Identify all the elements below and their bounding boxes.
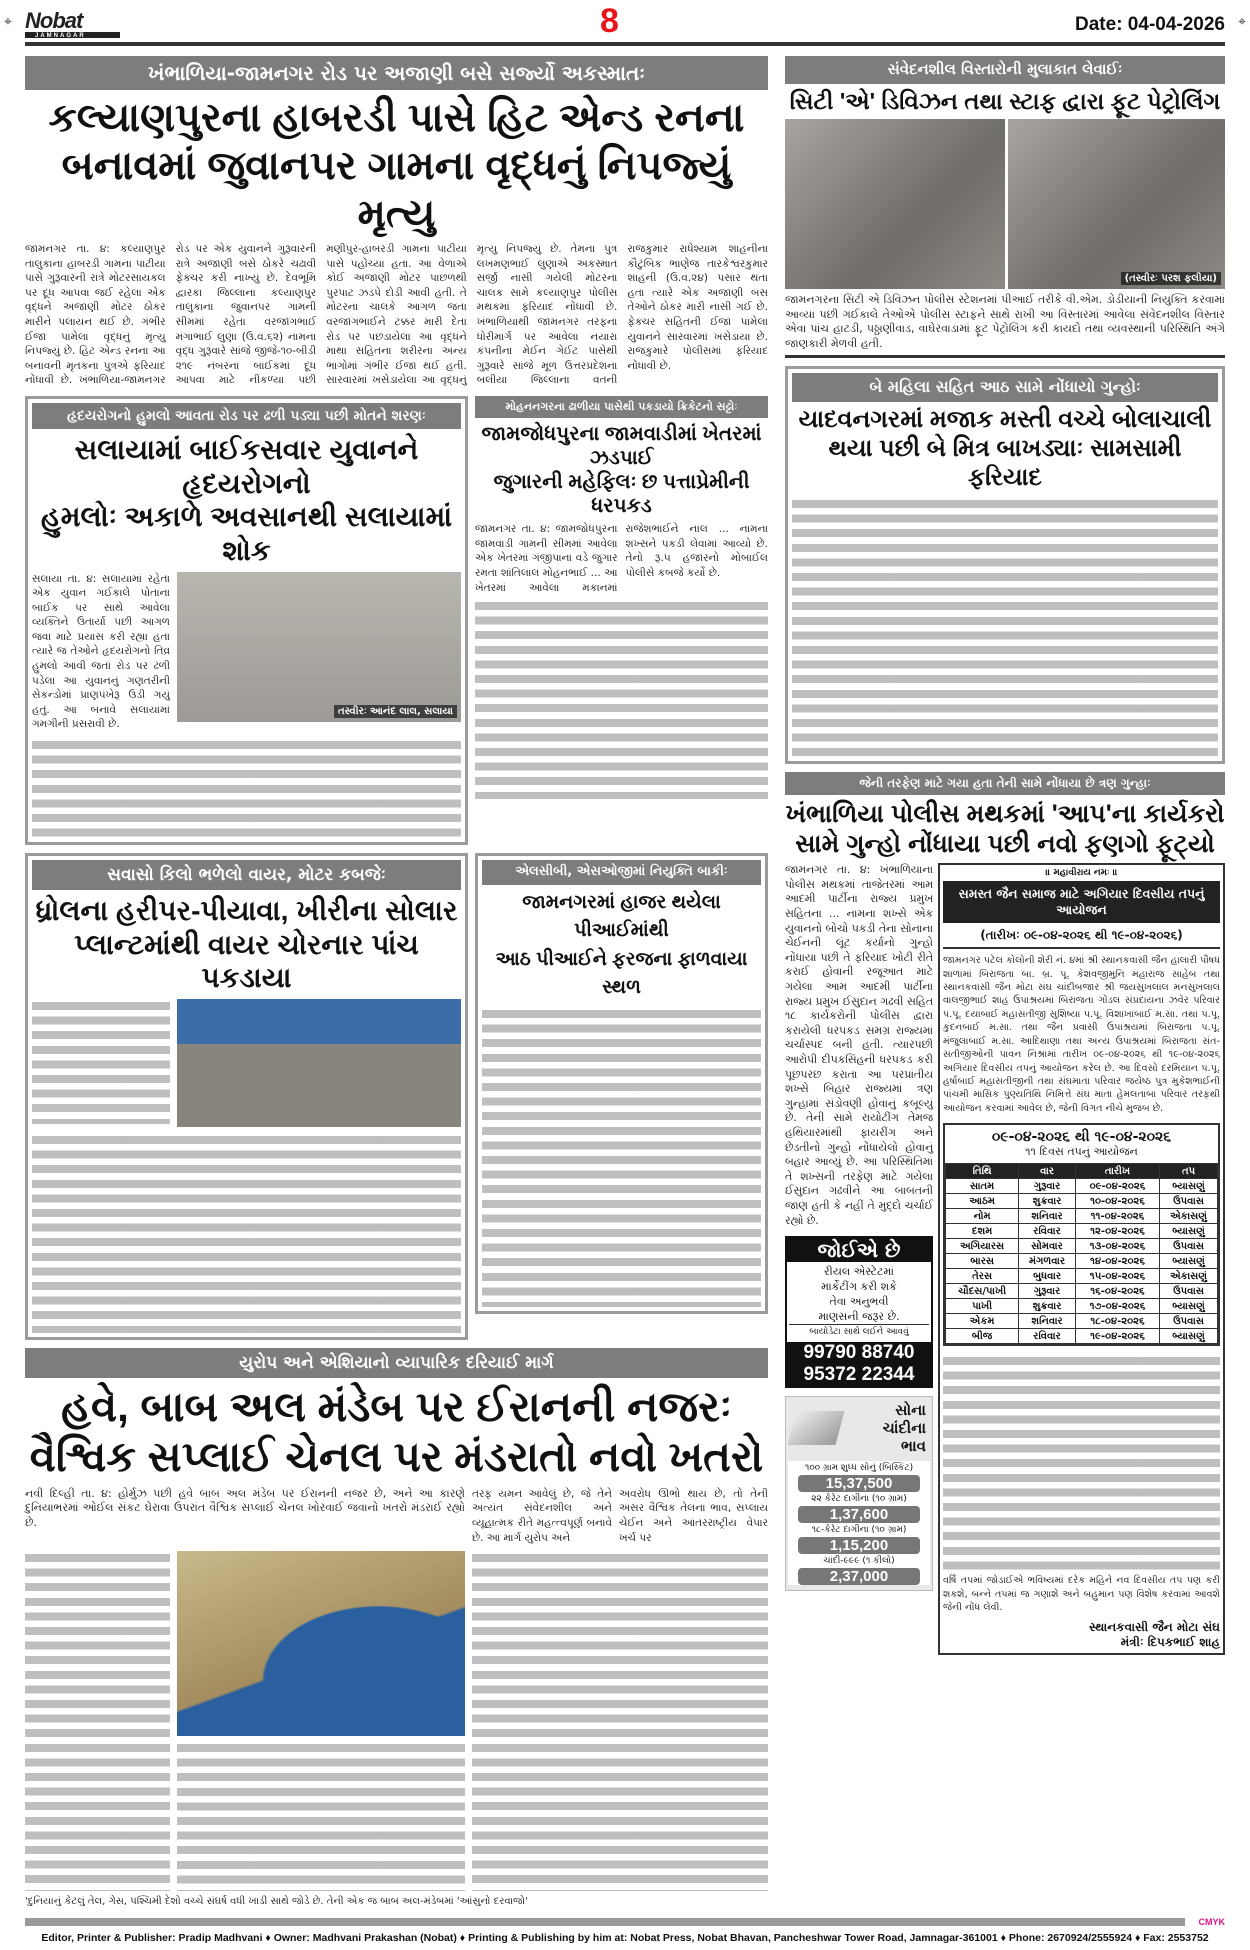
wire-body <box>32 999 170 1124</box>
iran-body-col3: અવરોધ ઊભો થાય છે, તો તેની અસર વૈશ્વિક તેલના ભાવ, સપ્લાય ચેઈન અને આંતરરાષ્ટ્રીય વેપાર ખર્ચ પર <box>619 1487 768 1544</box>
gambling-body: જામનગર તા. ૪: જામજોધપુરના જામવાડી ગામની સીમમાં આવેલા એક ખેતરમાં ગંજીપાના વડે જુગાર રમતા શાંતિલાલ મોહનભાઈ ... આ ખેતરમાં આવેલા મકાનમાં રાજેશભાઈને નાલ ... નામના શખ્સને પકડી લેવામાં આવ્યો છે. તેનો રૂ.૫ હજારનો મોબાઈલ પોલીસે કબજે કર્યો છે. <box>475 523 768 594</box>
table-row <box>946 1314 1218 1329</box>
table-cell: ૧૩-૦૪-૨૦૨૬ <box>1075 1239 1159 1254</box>
gold-rate-label: ૨૨ કેરેટ દાગીના (૧૦ ગ્રામ) <box>811 1494 907 1505</box>
iran-story <box>25 1348 768 1910</box>
patrol-headline: સિટી 'એ' ડિવિઝન તથા સ્ટાફ દ્વારા ફૂટ પેટ્રોલિંગ <box>789 87 1221 114</box>
table-cell: દશમ <box>946 1224 1019 1239</box>
color-registration-bar: CMYK <box>25 1918 1225 1928</box>
lcb-kicker: એલસીબી, એસઓજીમાં નિયુક્તિ બાકીઃ <box>482 860 761 885</box>
masthead <box>25 2 1225 46</box>
table-cell: શનિવાર <box>1019 1209 1076 1224</box>
lcb-headline: જામનગરમાં હાજર થયેલા પીઆઈમાંથી આઠ પીઆઈને ફરજના ફાળવાયા સ્થળ <box>495 891 748 999</box>
aap-story <box>785 772 1225 1656</box>
salaya-body-columns <box>32 738 461 838</box>
table-cell: એકાસણું <box>1160 1269 1218 1284</box>
table-row <box>946 1179 1218 1194</box>
table-row <box>946 1269 1218 1284</box>
table-cell: ૧૯-૦૪-૨૦૨૬ <box>1075 1329 1159 1344</box>
aap-headline: ખંભાળિયા પોલીસ મથકમાં 'આપ'ના કાર્યકરો સામે ગુન્હો નોંધાયા પછી નવો ફણગો ફૂટ્યો <box>785 800 1225 859</box>
table-cell: તેરસ <box>946 1269 1019 1284</box>
job-ad: જોઈએ છે રીયલ એસ્ટેટમાં માર્કેટીંગ કરી શકે તેવા અનુભવી માણસની જરૂર છે. બાયોડેટા સાથે લઈને આવવું 99790 88740 95372 22344 <box>785 1236 933 1388</box>
iran-body-col2: તરફ યમન આવેલું છે, જે તેને અત્યંત સંવેદનશીલ અને વ્યૂહાત્મક રીતે મહત્ત્વપૂર્ણ બનાવે છે. આ માર્ગ યુરોપ અને <box>472 1487 612 1544</box>
yadavnagar-kicker: બે મહિલા સહિત આઠ સામે નોંધાયો ગુન્હોઃ <box>792 373 1218 402</box>
gold-rate-price: 1,15,200 <box>798 1537 920 1554</box>
salaya-body: સલાયા તા. ૪: સલાયામાં રહેતા એક યુવાન ગઈકાલે પોતાના બાઈક પર સાથે આવેલા વ્યક્તિને ઉતાર્યા પછી આગળ જવા માટે પ્રયાસ કરી રહ્યા હતા ત્યારે જ તેઓને હૃદયરોગનો તિવ્ર હુમલો આવી જતાં રોડ પર ઢળી પડેલા આ યુવાનનું ગણતરીની સેકન્ડોમાં પ્રાણપંખેરૂ ઉડી ગયું હતું. આ બનાવે સલાયામાં ગમગીની પ્રસરાવી છે. <box>32 572 170 731</box>
table-header: વાર <box>1019 1164 1076 1179</box>
table-cell: ગુરૂવાર <box>1019 1179 1076 1194</box>
gold-rate-label: ૧૮-કેરેટ દાગીના (૧૦ ગ્રામ) <box>811 1525 907 1536</box>
table-cell: આઠમ <box>946 1194 1019 1209</box>
gold-rates-ad: સોના ચાંદીના ભાવ ૧૦૦ ગ્રામ શુધ્ધ સોનું (બિસ્કિટ) 15,37,500 ૨૨ કેરેટ દાગીના (૧૦ ગ્રામ) 1,37,600 ૧૮-કેરેટ દાગીના (૧૦ ગ્રામ) 1,15,200 ચાંદી-૯૯૯ (૧ કીલો) 2,37,000 <box>785 1396 933 1591</box>
iran-headline: હવે, બાબ અલ મંડેબ પર ઈરાનની નજરઃ વૈશ્વિક સપ્લાઈ ચેનલ પર મંડરાતો નવો ખતરો <box>29 1383 764 1481</box>
issue-date: Date: 04-04-2026 <box>1075 14 1225 35</box>
table-cell: ૧૭-૦૪-૨૦૨૬ <box>1075 1299 1159 1314</box>
gold-rate-price: 15,37,500 <box>798 1475 920 1492</box>
imprint-footer: Editor, Printer & Publisher: Pradip Madhvani ♦ Owner: Madhvani Prakashan (Nobat) ♦ Printing & Publishing by him at: Nobat Press, Nobat Bhavan, Pancheshwar Tower Road, Jamnagar-361001 ♦ Phone: 2670924/2555924 ♦ Fax: 2553752 <box>41 1931 1209 1944</box>
table-cell: ઉપવાસ <box>1160 1239 1218 1254</box>
table-cell: રવિવાર <box>1019 1224 1076 1239</box>
table-row <box>946 1209 1218 1224</box>
nobat-logo: Nobat JAMNAGAR <box>25 8 120 38</box>
table-cell: સાતમ <box>946 1179 1019 1194</box>
gold-rate-price: 2,37,000 <box>798 1568 920 1585</box>
patrol-photo-left <box>785 119 1005 289</box>
table-cell: ૧૨-૦૪-૨૦૨૬ <box>1075 1224 1159 1239</box>
table-cell: શુક્રવાર <box>1019 1194 1076 1209</box>
salaya-kicker: હૃદયરોગનો હુમલો આવતા રોડ પર ઢળી પડ્યા પછી મોતને શરણઃ <box>32 403 461 429</box>
table-header: તારીખ <box>1075 1164 1159 1179</box>
gambling-body-rest <box>475 599 768 799</box>
salaya-story <box>25 396 468 845</box>
salaya-headline: સલાયામાં બાઈકસવાર યુવાનને હૃદયરોગનો હુમલોઃ અકાળે અવસાનથી સલાયામાં શોક <box>40 434 453 566</box>
table-row <box>946 1284 1218 1299</box>
iran-last-line: 'દુનિયાનું કેટલું તેલ, ગેસ, પશ્ચિમી દેશો વચ્ચે સંઘર્ષ વધી ખાડી સાથે જોડે છે. તેની એક જ બાબ અલ-મંડેબમાં 'આંસુનો દરવાજો' <box>25 1896 528 1908</box>
iran-body-col1 <box>25 1551 170 1891</box>
table-cell: બુધવાર <box>1019 1269 1076 1284</box>
iran-body-lower <box>177 1741 465 1891</box>
table-cell: નોમ <box>946 1209 1019 1224</box>
tap-schedule-table <box>945 1163 1218 1344</box>
patrol-story <box>785 56 1225 358</box>
table-cell: સોમવાર <box>1019 1239 1076 1254</box>
yadavnagar-story <box>785 366 1225 763</box>
wire-headline: ધ્રોલના હરીપર-પીયાવા, ખીરીના સોલાર પ્લાન્ટમાંથી વાયર ચોરનાર પાંચ પકડાયા <box>35 895 458 994</box>
job-phone: 95372 22344 <box>803 1364 915 1386</box>
wire-story <box>25 853 468 1340</box>
registration-mark-icon: ⌖ <box>1238 14 1246 30</box>
gambling-kicker: મોહનનગરના ઢાળીયા પાસેથી પકડાયો ક્રિકેટનો સટ્ટોઃ <box>475 396 768 418</box>
table-cell: એકાસણું <box>1160 1209 1218 1224</box>
table-cell: ઉપવાસ <box>1160 1194 1218 1209</box>
table-cell: મંગળવાર <box>1019 1254 1076 1269</box>
wire-photo <box>177 999 461 1127</box>
table-cell: પાખી <box>946 1299 1019 1314</box>
aap-kicker: જેની તરફેણ માટે ગયા હતા તેની સામે નોંધાયા છે ત્રણ ગુન્હાઃ <box>785 772 1225 796</box>
table-cell: ૧૪-૦૪-૨૦૨૬ <box>1075 1254 1159 1269</box>
table-cell: રવિવાર <box>1019 1329 1076 1344</box>
jain-title: સમસ્ત જૈન સમાજ માટે અગિયાર દિવસીય તપનું આયોજન <box>943 881 1220 923</box>
gold-rate-label: ચાંદી-૯૯૯ (૧ કીલો) <box>823 1556 895 1567</box>
jain-notes <box>943 1354 1220 1574</box>
iran-kicker: યુરોપ અને એશિયાનો વ્યાપારિક દરિયાઈ માર્ગ <box>25 1348 768 1378</box>
table-header: તપ <box>1160 1164 1218 1179</box>
page-number: 8 <box>600 2 619 40</box>
table-cell: શનિવાર <box>1019 1314 1076 1329</box>
gold-rate-label: ૧૦૦ ગ્રામ શુધ્ધ સોનું (બિસ્કિટ) <box>804 1463 914 1474</box>
table-cell: ૧૧-૦૪-૨૦૨૬ <box>1075 1209 1159 1224</box>
gambling-headline: જામજોધપુરના જામવાડીમાં ખેતરમાં ઝડપાઈ જુગારની મહેફિલઃ છ પત્તાપ્રેમીની ધરપકડ <box>481 423 762 518</box>
iran-intro: નવી દિલ્હી તા. ૪: હોર્મુઝ પછી હવે બાબ અલ મંડેબ પર ઈરાનની નજર છે, અને આ કારણે દુનિયાભરમાં ઓઈલ સંકટ ઘેરાવા ઉપરાંત વૈશ્વિક સપ્લાઈ ચેનલ ખોરવાઈ જવાનો ખતરો મંડરાઈ રહ્યો છે. <box>25 1486 465 1529</box>
patrol-kicker: સંવેદનશીલ વિસ્તારોની મુલાકાત લેવાઈઃ <box>785 56 1225 84</box>
table-cell: ગુરૂવાર <box>1019 1284 1076 1299</box>
table-cell: બ્યાસણું <box>1160 1224 1218 1239</box>
table-row <box>946 1194 1218 1209</box>
lead-body: જામનગર તા. ૪: કલ્યાણપુર તાલુકાના હાબરડી ગામના પાટીયા પાસે ગુરૂવારની રાત્રે મોટરસાયકલ પર દૂધ આપવા જઈ રહેલા એક વૃદ્ધને અજાણી મોટર ઠોકર મારીને પલાયન થઈ છે. ગંભીર ઈજા પામેલા વૃદ્ધનું મૃત્યુ નિપજ્યું છે. હિટ એન્ડ રનના આ બનાવની મૃતકના પુત્રએ ફરિયાદ નોંધાવી છે. ખંભાળિયા-જામનગર રોડ પર એક યુવાનને ગુરૂવારની રાત્રે અજાણી બસે ઠોકરે ચઢાવી ફેક્ચર કરી નાખ્યું છે. દેવભૂમિ દ્વારકા જિલ્લાના કલ્યાણપુર તાલુકાના જુવાનપર ગામની સીમમાં રહેતા વરજાંગભાઈ મંગાભાઈ લુણા (ઉ.વ.૬૨) નામના વૃદ્ધ ગુરૂવારે સાંજે જીજે-૧૦-બીડી ૨૧૯ નંબરના બાઈકમાં દૂધ આપવા માટે નીકળ્યા પછી મણીપુર-હાબરડી ગામના પાટીયા પાસે પહોંચ્યા હતા. આ વેળાએ કોઈ અજાણી મોટર પાછળથી પુરપાટ ઝડપે દોડી આવી હતી. તે મોટરના ચાલકે આગળ જતા વરજાંગભાઈને ટક્કર મારી દેતા રોડ પર પછડાયેલા આ વૃદ્ધને માથા સહિતના શરીરના અન્ય ભાગોમાં ગંભીર ઈજા થઈ હતી. સારવારમાં ખસેડાયેલા આ વૃદ્ધનું મૃત્યુ નિપજ્યું છે. તેમના પુત્ર લખમણભાઈ લુણાએ અકસ્માત સર્જી નાસી ગયેલી મોટરના ચાલક સામે કલ્યાણપુર પોલીસ મથકમાં ફરિયાદ નોંધાવી છે. ખંભાળિયાથી જામનગર તરફના ધોરીમાર્ગ પર આવેલા નયારા કંપનીના મેઈન ગેઈટ પાસેથી ગુરૂવારે સાંજે મૂળ ઉત્તરપ્રદેશના બલીયા જિલ્લાના વતની રાજકુમાર રાધેશ્યામ શાહનીના કૌટુંબિક ભાણેજ તારકેશ્વરકુમાર શાહની (ઉ.વ.૨૪) પસાર થતા હતા ત્યારે એક અજાણી બસ તેઓને ઠોકર મારી નાસી ગઈ છે. ફેક્ચર સહિતની ઈજા પામેલા યુવાનને સારવારમાં ખસેડાયા છે. રાજકુમારે પોલીસમાં ફરિયાદ નોંધાવી છે. <box>25 243 768 387</box>
aap-body: જામનગર તા. ૪: ખંભાળિયાના પોલીસ મથકમાં તાજેતરમાં આમ આદમી પાર્ટીના રાજ્ય પ્રમુખ સહિતના ... નામના શખ્સે એક યુવાનનો બોચો પકડી તેના સોનાના ચેઈનની લૂંટ કર્યાનો ગુન્હો નોંધાયા પછી તે ફરિયાદ ખોટી રીતે કરાઈ હોવાની રજૂઆત માટે ગયેલા આમ આદમી પાર્ટીના રાજ્ય પ્રમુખ ઈસુદાન ગઢવી સહિત ૧૮ કાર્યકરોની પોલીસ દ્વારા કરાયેલી ધરપકડ સમગ્ર રાજ્યમાં ચર્ચાસ્પદ બની હતી. ત્યારપછી આરોપી દીપકસિંહની ધરપકડ કરી પૂછપરછ કરાતા આ પરપ્રાંતીય શખ્સે બિહાર રાજ્યમાં ત્રણ ગુન્હામાં સંડોવણી હોવાનું કબૂલ્યું છે. તેની સામે રાયોટીંગ તેમજ હથિયારમાંથી ફાયરીંગ અને છેડતીનો ગુન્હો નોંધાયેલો હોવાનું બહાર આવ્યું છે. આ પરિસ્થિતિમાં તે શખ્સની તરફેણ માટે ગયેલા ઈસુદાન ગઢવીને આ બાબતની જાણ હતી કે નહીં તે મુદ્દો ચર્ચાઈ રહ્યો છે. <box>785 863 933 1227</box>
lead-story <box>25 56 768 388</box>
table-cell: બીજ <box>946 1329 1019 1344</box>
jain-dates: (તારીખઃ ૦૯-૦૪-૨૦૨૬ થી ૧૯-૦૪-૨૦૨૬) <box>943 928 1220 949</box>
table-row <box>946 1254 1218 1269</box>
table-cell: શુક્રવાર <box>1019 1299 1076 1314</box>
silver-bars-icon <box>787 1411 844 1445</box>
table-cell: એકમ <box>946 1314 1019 1329</box>
table-header: તિથિ <box>946 1164 1019 1179</box>
table-cell: બ્યાસણું <box>1160 1329 1218 1344</box>
lcb-story <box>475 853 768 1314</box>
table-cell: ૧૬-૦૪-૨૦૨૬ <box>1075 1284 1159 1299</box>
table-row <box>946 1299 1218 1314</box>
table-cell: બ્યાસણું <box>1160 1299 1218 1314</box>
patrol-photo-right: (તસ્વીરઃ પરશ ફલીયા) <box>1008 119 1225 289</box>
table-cell: ૧૮-૦૪-૨૦૨૬ <box>1075 1314 1159 1329</box>
jain-announcement: ॥ મહાવીરાય નમઃ ॥ સમસ્ત જૈન સમાજ માટે અગિયાર દિવસીય તપનું આયોજન (તારીખઃ ૦૯-૦૪-૨૦૨૬ થી ૧૯-૦૪-૨૦૨૬) જામનગર પટેલ કોલોની શેરી નં. ૪માં શ્રી સ્થાનકવાસી જૈન હાલારી પૌષધ શાળામાં બિરાજતા બા. બ્ર. પૂ. કેશવજીમુનિ મહારાજ સાહેબ તથા સ્થાનકવાસી જૈન મોટા સંઘ ચાંદીબજાર શ્રી જયસુખલાલ મનસુખલાલ વાલજીભાઈ શાહ ઉપાશ્રયમાં બિરાજતા ગોંડલ સંપ્રદાયના ઝવેર પરિવાર પ.પૂ. દયાબાઈ મહાસતીજી સુશિષ્યા પ.પૂ. વિશાખાબાઈ મ.સા. તથા પ.પૂ. કુંદનબાઈ મ.સા. તથા જૈન પ્રવાસી ઉપાશ્રયમાં બિરાજતા પ.પૂ. મંજુલાબાઈ મ.સા. આદિથાણા તથા અન્ય ઉપાશ્રયમાં બિરાજતા સંત-સતીજીઓની પાવન નિશ્રામાં તારીખ ૦૯-૦૪-૨૦૨૬ થી ૧૯-૦૪-૨૦૨૬ અગિયાર દિવસીય તપનું આયોજન કરેલ છે. આ દિવસો દરમિયાન પ.પૂ. હર્ષાબાઈ મહાસતીજીની તથા સંઘમાતા પરિવાર જયેષ્ઠ પુત્ર મુકેશભાઈની પાંચમી માસિક પુણ્યતિથિ નિમિત્તે સંઘ માતા હેમલતાબા પરિવાર તરફથી આયોજન કરવામાં આવેલ છે, જેની વિગત નીચે મુજબ છે. ૦૯-૦૪-૨૦૨૬ થી ૧૯-૦૪-૨૦૨૬ ૧૧ દિવસ તપનું આયોજન તિથિ વાર તારીખ તપ સાતમ ગુરૂવાર ૦૯-૦૪-૨૦૨૬ બ્યાસણું આઠમ શુક્રવાર ૧૦-૦૪-૨૦૨૬ ઉપવાસ નોમ શનિવાર ૧૧-૦૪-૨૦૨૬ એકાસણું દશમ રવિવાર ૧૨-૦૪-૨૦૨૬ બ્યાસણું અગિયારસ સોમવાર ૧૩-૦૪-૨૦૨૬ ઉપવાસ બારસ મંગળવાર ૧૪-૦૪-૨૦૨૬ બ્યાસણું તેરસ બુધવાર ૧૫-૦૪-૨૦૨૬ એકાસણું ચૌદસ/પાખી ગુરૂવાર ૧૬-૦૪-૨૦૨૬ ઉપવાસ પાખી શુક્રવાર ૧૭-૦૪-૨૦૨૬ બ્યાસણું એકમ શનિવાર ૧૮-૦૪-૨૦૨૬ ઉપવાસ બીજ રવિવાર ૧૯-૦૪-૨૦૨૬ બ્યાસણું વર્ષિ તપમાં જોડાઈએ ભવિષ્યમાં દરેક મહિને નવ દિવસીય તપ પણ કરી શકશે, બન્ને તપમાં જ ગણાશે અને બહુમાન પણ વિશેષ કરવામાં આવશે જેની નોંધ લેવી. સ્થાનકવાસી જૈન મોટા સંઘ મંત્રીઃ દિપકભાઈ શાહ <box>938 863 1225 1655</box>
registration-mark-icon: ⌖ <box>4 14 12 30</box>
gambling-story <box>475 396 768 799</box>
salaya-photo: તસ્વીરઃ આનંદ લાલ, સલાયા <box>177 572 461 722</box>
iran-body-right <box>472 1551 768 1891</box>
table-cell: ઉપવાસ <box>1160 1284 1218 1299</box>
jain-signoff: સ્થાનકવાસી જૈન મોટા સંઘ મંત્રીઃ દિપકભાઈ શાહ <box>1089 1620 1220 1650</box>
bab-el-mandeb-map <box>177 1551 465 1736</box>
table-cell: બારસ <box>946 1254 1019 1269</box>
lcb-body <box>482 1007 761 1307</box>
table-cell: ઉપવાસ <box>1160 1314 1218 1329</box>
wire-kicker: સવાસો કિલો ભળેલો વાયર, મોટર કબજેઃ <box>32 860 461 890</box>
lead-kicker: ખંભાળિયા-જામનગર રોડ પર અજાણી બસે સર્જ્યો અકસ્માતઃ <box>25 56 768 90</box>
table-cell: ચૌદસ/પાખી <box>946 1284 1019 1299</box>
table-cell: ૧૫-૦૪-૨૦૨૬ <box>1075 1269 1159 1284</box>
tap-schedule: ૦૯-૦૪-૨૦૨૬ થી ૧૯-૦૪-૨૦૨૬ ૧૧ દિવસ તપનું આયોજન તિથિ વાર તારીખ તપ સાતમ ગુરૂવાર ૦૯-૦૪-૨૦૨૬ બ્યાસણું આઠમ શુક્રવાર ૧૦-૦૪-૨૦૨૬ ઉપવાસ નોમ શનિવાર ૧૧-૦૪-૨૦૨૬ એકાસણું દશમ રવિવાર ૧૨-૦૪-૨૦૨૬ બ્યાસણું અગિયારસ સોમવાર ૧૩-૦૪-૨૦૨૬ ઉપવાસ બારસ મંગળવાર ૧૪-૦૪-૨૦૨૬ બ્યાસણું તેરસ બુધવાર ૧૫-૦૪-૨૦૨૬ એકાસણું ચૌદસ/પાખી ગુરૂવાર ૧૬-૦૪-૨૦૨૬ ઉપવાસ પાખી શુક્રવાર ૧૭-૦૪-૨૦૨૬ બ્યાસણું એકમ શનિવાર ૧૮-૦૪-૨૦૨૬ ઉપવાસ બીજ રવિવાર ૧૯-૦૪-૨૦૨૬ બ્યાસણું <box>943 1123 1220 1346</box>
table-cell: ૧૦-૦૪-૨૦૨૬ <box>1075 1194 1159 1209</box>
patrol-caption: જામનગરના સિટી એ ડિવિઝન પોલીસ સ્ટેશનમાં પીઆઈ તરીકે વી.એમ. ડોડીયાની નિયુક્તિ કરવામાં આવ્યા પછી ગઈકાલે તેઓએ પોલીસ સ્ટાફને સાથે રાખી આ વિસ્તારમાં આવેલા સંવેદનશીલ વિસ્તાર એવા પાંચ હાટડી, પઠ્ઠાણીવાડ, વાઘેરવાડામાં ફૂટ પેટ્રોલિંગ કરી કાયદો તથા વ્યવસ્થાની પરિસ્થિતિ અંગે જાણકારી મેળવી હતી. <box>785 293 1225 350</box>
divider <box>785 355 1225 358</box>
wire-body-columns <box>32 1133 461 1333</box>
lead-headline: કલ્યાણપુરના હાબરડી પાસે હિટ એન્ડ રનના બનાવમાં જુવાનપર ગામના વૃદ્ધનું નિપજ્યું મૃત્યુ <box>48 96 745 236</box>
table-cell: બ્યાસણું <box>1160 1179 1218 1194</box>
yadavnagar-body <box>792 497 1218 757</box>
job-phone: 99790 88740 <box>803 1342 915 1364</box>
yadavnagar-headline: યાદવનગરમાં મજાક મસ્તી વચ્ચે બોલાચાલી થયા પછી બે મિત્ર બાખડ્યાઃ સામસામી ફરિયાદ <box>798 406 1212 491</box>
table-cell: ૦૯-૦૪-૨૦૨૬ <box>1075 1179 1159 1194</box>
table-cell: બ્યાસણું <box>1160 1254 1218 1269</box>
table-row <box>946 1224 1218 1239</box>
table-row <box>946 1239 1218 1254</box>
table-cell: અગિયારસ <box>946 1239 1019 1254</box>
gold-rate-price: 1,37,600 <box>798 1506 920 1523</box>
table-row <box>946 1329 1218 1344</box>
